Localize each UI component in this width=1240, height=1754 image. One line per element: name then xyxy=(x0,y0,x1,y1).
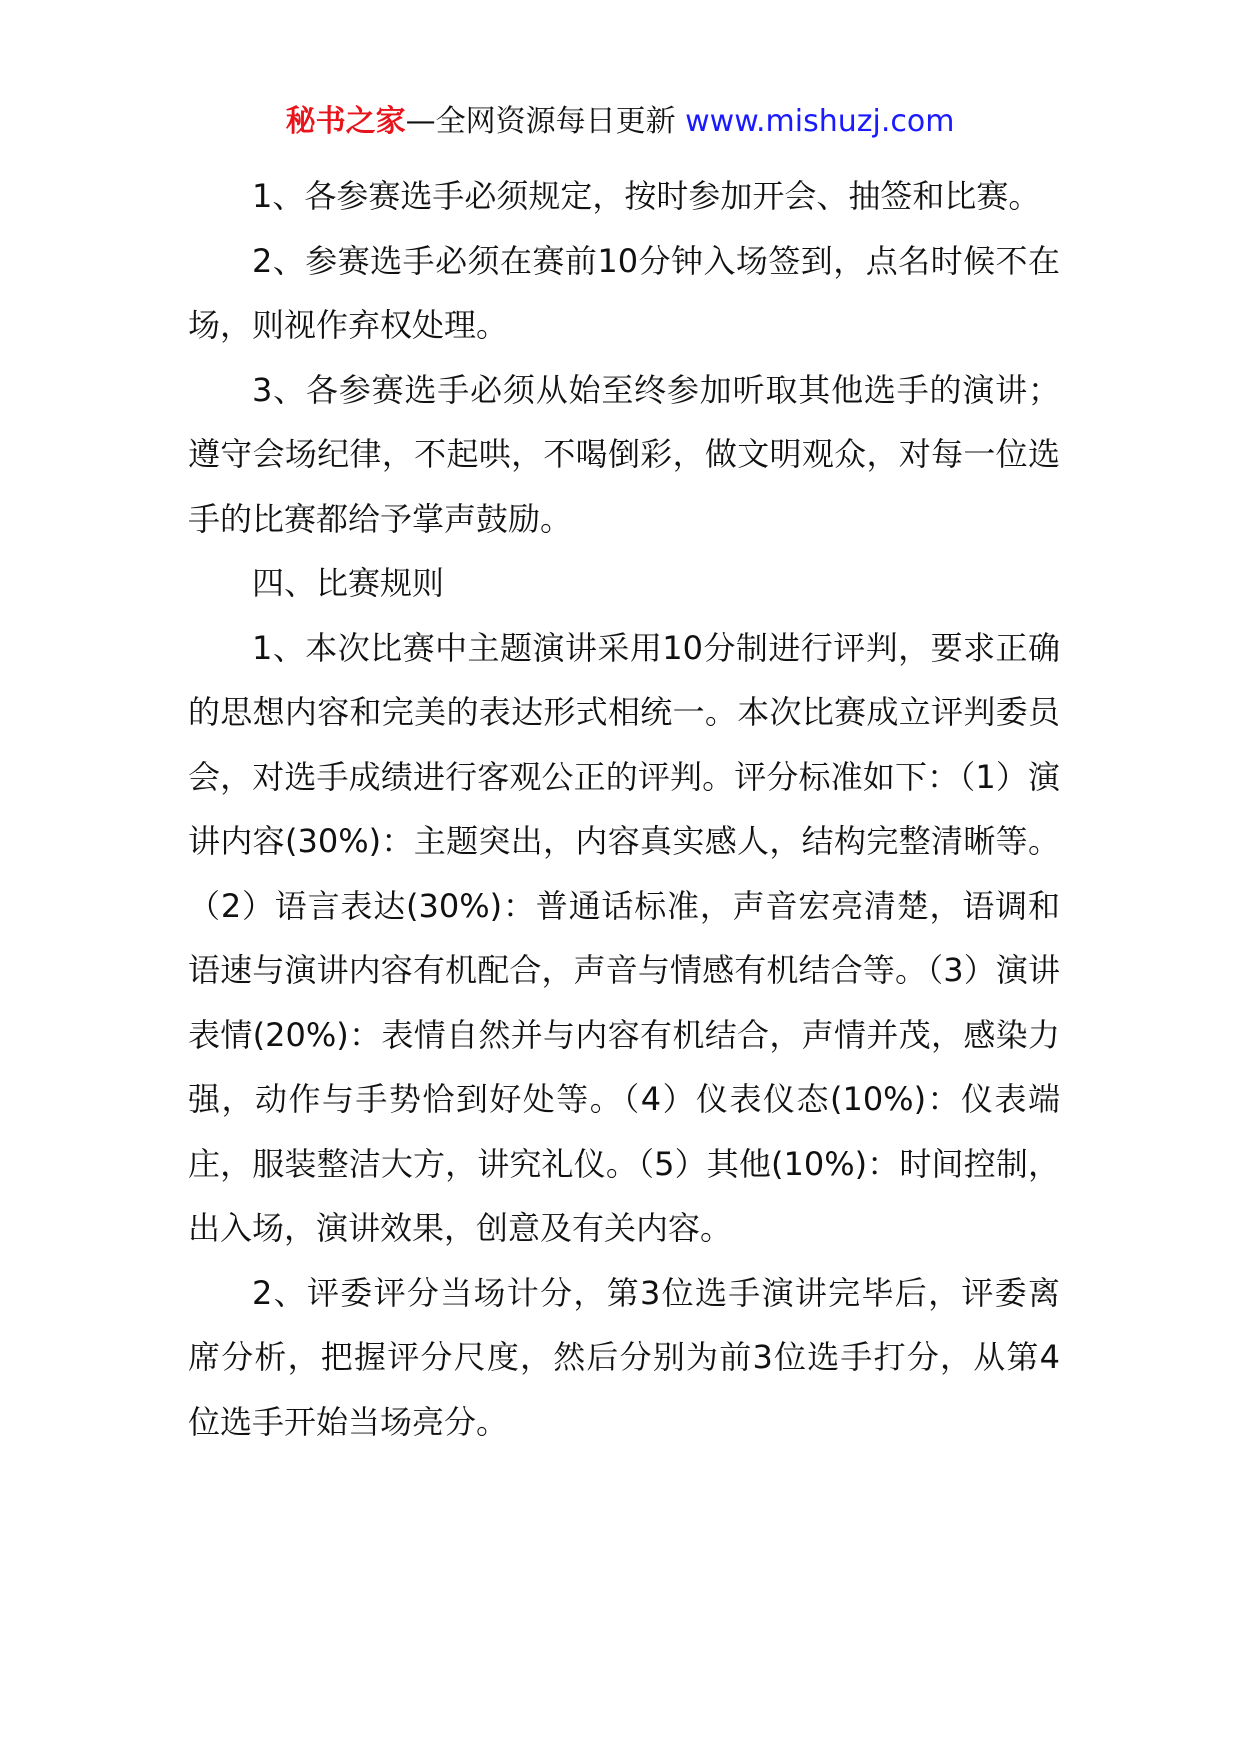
section-heading: 四、比赛规则 xyxy=(252,564,445,602)
site-link[interactable]: www.mishuzj.com xyxy=(685,104,955,139)
document-body xyxy=(188,164,1060,1454)
paragraph: 2、评委评分当场计分，第3位选手演讲完毕后，评委离席分析，把握评分尺度，然后分别为前3位选手打分，从第4位选手开始当场亮分。 xyxy=(188,1273,1060,1441)
paragraph: 2、参赛选手必须在赛前10分钟入场签到，点名时候不在场，则视作弃权处理。 xyxy=(188,241,1060,344)
paragraph: 1、本次比赛中主题演讲采用10分制进行评判，要求正确的思想内容和完美的表达形式相统一。本次比赛成立评判委员会，对选手成绩进行客观公正的评判。评分标准如下：（1）演讲内容(30%)：主题突出，内容真实感人，结构完整清晰等。（2）语言表达(30%)：普通话标准，声音宏亮清楚，语调和语速与演讲内容有机配合，声音与情感有机结合等。（3）演讲表情(20%)：表情自然并与内容有机结合，声情并茂，感染力强，动作与手势恰到好处等。（4）仪表仪态(10%)：仪表端庄，服装整洁大方，讲究礼仪。（5）其他(10%)：时间控制，出入场，演讲效果，创意及有关内容。 xyxy=(188,628,1060,1247)
brand-name: 秘书之家 xyxy=(285,104,406,139)
paragraph: 3、各参赛选手必须从始至终参加听取其他选手的演讲；遵守会场纪律，不起哄，不喝倒彩，做文明观众，对每一位选手的比赛都给予掌声鼓励。 xyxy=(188,370,1060,538)
page-header xyxy=(0,100,1240,144)
header-tagline: —全网资源每日更新 xyxy=(405,104,676,139)
paragraph: 1、各参赛选手必须规定，按时参加开会、抽签和比赛。 xyxy=(252,177,1041,215)
